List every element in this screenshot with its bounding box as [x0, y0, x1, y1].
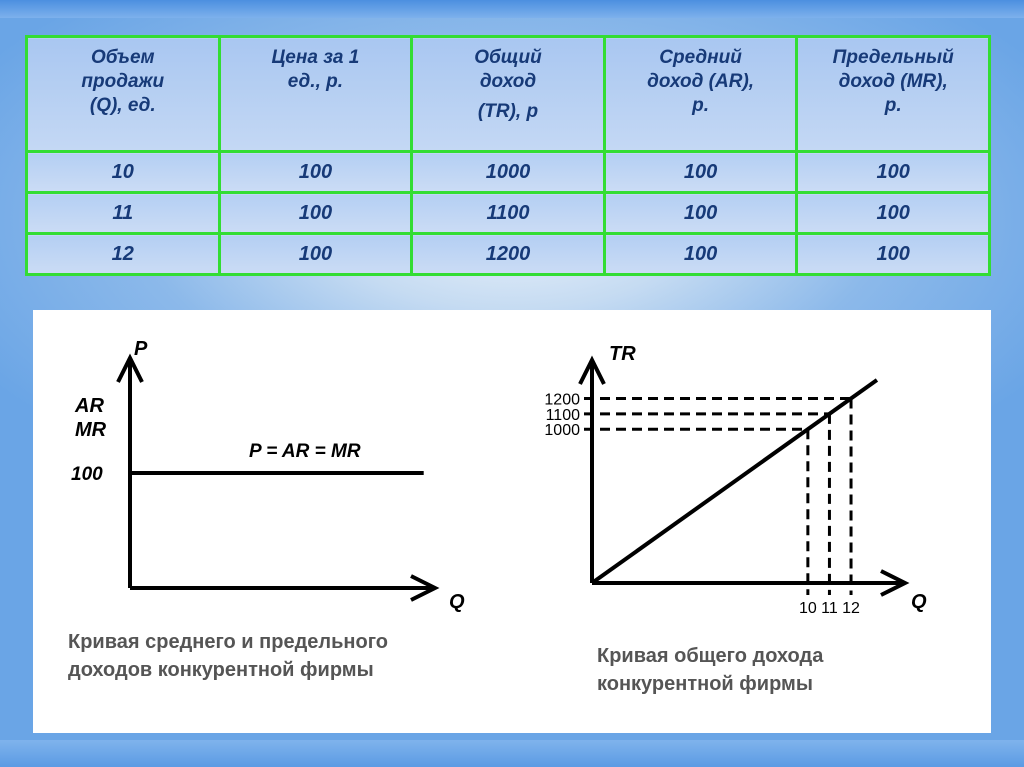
table-cell: 100 — [797, 152, 990, 193]
header-line: р. — [884, 95, 902, 116]
x-axis-label: Q — [911, 591, 927, 613]
table-header-row — [27, 37, 990, 152]
table-cell: 1000 — [412, 152, 605, 193]
ar-mr-chart — [68, 338, 465, 681]
total-revenue-chart — [544, 343, 927, 695]
header-line: р. — [692, 95, 710, 116]
table-cell: 10 — [27, 152, 220, 193]
table-row — [27, 152, 990, 193]
header-line: Средний — [659, 47, 742, 68]
table-cell: 1200 — [412, 234, 605, 275]
series-line — [592, 380, 877, 583]
chart-caption: конкурентной фирмы — [597, 673, 813, 695]
header-line: Цена за 1 — [271, 47, 360, 68]
table-cell: 100 — [604, 234, 797, 275]
header-line: Общий — [474, 47, 542, 68]
table-row — [27, 193, 990, 234]
chart-caption: Кривая среднего и предельного — [68, 631, 388, 653]
y-tick-label: 1200 — [544, 391, 580, 409]
series-label: P = AR = MR — [249, 441, 361, 462]
header-quantity — [27, 37, 220, 152]
table-cell: 11 — [27, 193, 220, 234]
x-tick-label: 10 — [798, 600, 817, 617]
header-marginal-revenue — [797, 37, 990, 152]
header-line: (TR), р — [477, 101, 539, 122]
x-tick-label: 11 — [821, 600, 838, 617]
charts-panel — [33, 310, 991, 733]
y-axis-label-ar: AR — [75, 395, 104, 417]
header-line: доход — [479, 71, 537, 92]
table-cell: 12 — [27, 234, 220, 275]
charts-svg — [33, 310, 991, 733]
table-cell: 100 — [219, 152, 412, 193]
revenue-table — [25, 35, 991, 276]
y-axis-label-mr: MR — [75, 419, 107, 441]
y-axis-label: TR — [609, 343, 636, 365]
header-line: доход (MR), — [838, 71, 948, 92]
header-line: продажи — [81, 71, 165, 92]
table-cell: 100 — [219, 193, 412, 234]
table-cell: 100 — [604, 152, 797, 193]
table-cell: 100 — [219, 234, 412, 275]
x-axis-label: Q — [449, 591, 465, 613]
table-cell: 1100 — [412, 193, 605, 234]
slide-top-bar — [0, 0, 1024, 18]
slide-bottom-bar — [0, 740, 1024, 767]
header-line: Предельный — [832, 47, 954, 68]
header-line: Объем — [90, 47, 155, 68]
y-tick-label: 1000 — [544, 422, 580, 440]
header-average-revenue — [604, 37, 797, 152]
header-line: доход (AR), — [647, 71, 755, 92]
table-cell: 100 — [604, 193, 797, 234]
y-tick-label: 100 — [71, 464, 103, 485]
y-axis-label-p: P — [134, 338, 148, 360]
chart-caption: доходов конкурентной фирмы — [68, 659, 374, 681]
table-cell: 100 — [797, 234, 990, 275]
header-price — [219, 37, 412, 152]
header-line: (Q), ед. — [89, 95, 156, 116]
header-line: ед., р. — [287, 71, 344, 92]
x-tick-label: 12 — [842, 600, 860, 617]
table-row — [27, 234, 990, 275]
header-total-revenue — [412, 37, 605, 152]
chart-caption: Кривая общего дохода — [597, 645, 824, 667]
table-cell: 100 — [797, 193, 990, 234]
y-tick-label: 1100 — [545, 406, 580, 424]
